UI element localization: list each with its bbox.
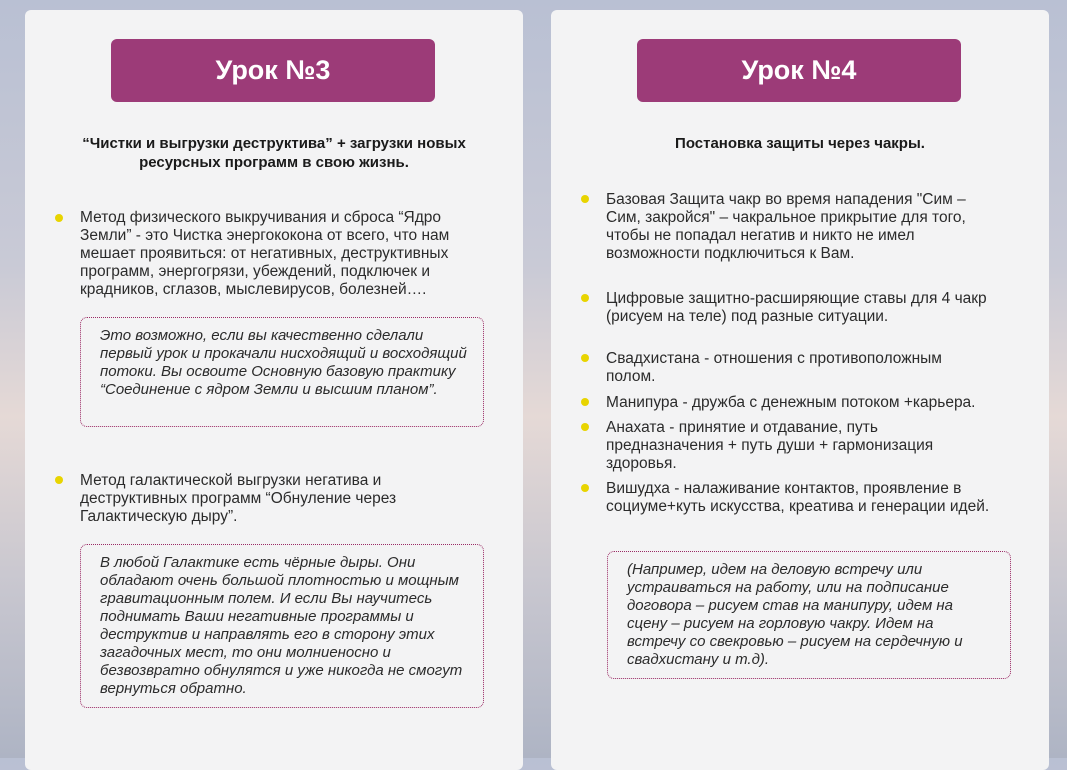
lesson-4-title-button[interactable]: Урок №4 [637, 39, 961, 102]
lesson-4-card [551, 10, 1049, 770]
lesson-3-note-1: Это возможно, если вы качественно сделали первый урок и прокачали нисходящий и восходящий потоки. Вы освоите Основную базовую практику “Соединение с ядром Земли и высшим планом”. [80, 317, 484, 427]
bullet-dot-icon [581, 484, 589, 492]
lesson-4-bullet-1: Базовая Защита чакр во время нападения "Сим – Сим, закройся" – чакральное прикрытие для того, чтобы не попадал негатив и никто не имел возможности подключиться к Вам. [606, 191, 966, 262]
bullet-dot-icon [581, 354, 589, 362]
bullet-dot-icon [581, 195, 589, 203]
lesson-3-bullet-2: Метод галактической выгрузки негатива и деструктивных программ “Обнуление через Галактическую дыру”. [80, 472, 397, 525]
lesson-4-bullet-2: Цифровые защитно-расширяющие ставы для 4 чакр (рисуем на теле) под разные ситуации. [606, 290, 987, 325]
bullet-dot-icon [581, 294, 589, 302]
lesson-4-bullet-4: Манипура - дружба с денежным потоком +карьера. [606, 394, 976, 411]
lesson-3-bullet-1: Метод физического выкручивания и сброса “Ядро Земли” - это Чистка энергококона от всего, что нам мешает проявиться: от негативных, деструктивных программ, энергогрязи, убеждений, подключек и крадников, сглазов, мыслевирусов, болезней…. [80, 209, 450, 298]
lesson-3-subtitle: “Чистки и выгрузки деструктива” + загрузки новых ресурсных программ в свою жизнь. [82, 135, 466, 171]
lesson-4-note: (Например, идем на деловую встречу или устраиваться на работу, или на подписание договора – рисуем став на манипуру, идем на сцену – рисуем на горловую чакру. Идем на встречу со свекровью – рисуем на сердечную и свадхистану и т.д). [607, 551, 1011, 679]
bullet-dot-icon [581, 398, 589, 406]
lesson-4-subtitle: Постановка защиты через чакры. [675, 135, 925, 152]
bullet-dot-icon [55, 214, 63, 222]
bullet-dot-icon [55, 476, 63, 484]
bullet-dot-icon [581, 423, 589, 431]
lesson-4-bullet-3: Свадхистана - отношения с противоположным полом. [606, 350, 942, 385]
lesson-4-bullet-6: Вишудха - налаживание контактов, проявление в социуме+куть искусства, креатива и генерации идей. [606, 480, 990, 515]
lesson-3-card [25, 10, 523, 770]
lesson-3-title-button[interactable]: Урок №3 [111, 39, 435, 102]
lesson-4-bullet-5: Анахата - принятие и отдавание, путь предназначения + путь души + гармонизация здоровья. [606, 419, 934, 472]
lesson-3-note-2: В любой Галактике есть чёрные дыры. Они обладают очень большой плотностью и мощным гравитационным полем. И если Вы научитесь поднимать Ваши негативные программы и деструктив и направлять его в сторону этих загадочных мест, то они молниеносно и безвозвратно обнулятся и уже никогда не смогут вернуться обратно. [80, 544, 484, 708]
